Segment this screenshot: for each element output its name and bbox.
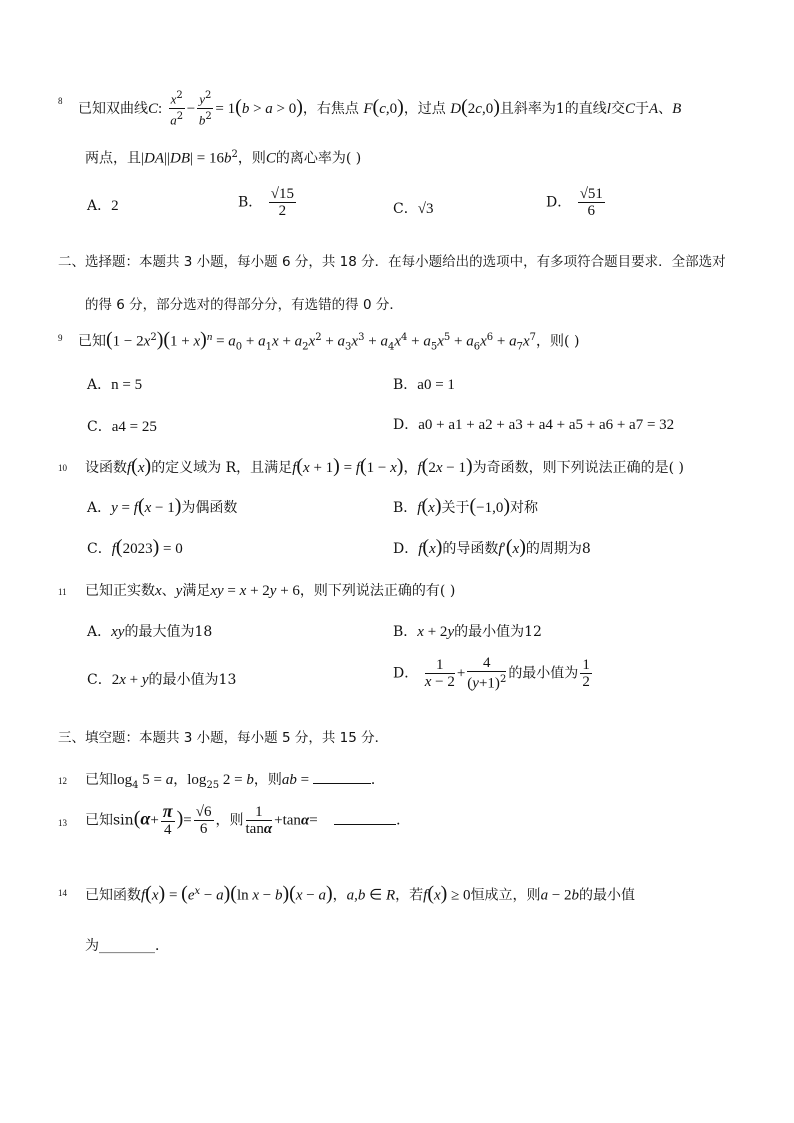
q10-option-c[interactable]: C．f(2023) = 0: [87, 536, 183, 558]
question-number: 8: [58, 96, 63, 106]
q11-option-d[interactable]: D． $\frac{1}{x - 2}$ + $\frac{4}{(y+1)^2}$ 的最小值为 $\frac{1}{2}$: [393, 655, 590, 692]
q8-option-d[interactable]: D． $\frac{√51}{6}$: [546, 186, 603, 219]
question-number: 13: [58, 818, 67, 828]
q9-stem: 已知$(1 - 2x^2)(1 + x)^n = a_0 + a_1x + a_2x^2 + a_3x^3 + a_4x^4 + a_5x^5 + a_6x^6 + a_7x^7$，则( ): [78, 328, 580, 353]
q11-option-c[interactable]: C．2x + y的最小值为13: [87, 672, 237, 688]
q10-stem: 设函数f(x)的定义域为 R，且满足f(x + 1) = f(1 − x)，f(2x − 1)为奇函数，则下列说法正确的是( ): [85, 455, 684, 477]
q8-stem-line1: 已知双曲线C: $\frac{x^2}{a^2}$ − $\frac{y^2}{b^2}$ = 1(b > a > 0)，右焦点 F(c,0)，过点 D(2c,0)且斜率为1的直线l交C于A、B: [78, 90, 682, 128]
section-2-heading-line2: 的得 6 分，部分选对的得部分分，有选错的得 0 分．: [85, 297, 403, 313]
question-number: 10: [58, 463, 67, 473]
q10-option-d[interactable]: D．f(x)的导函数f′(x)的周期为8: [393, 536, 591, 558]
q9-option-c[interactable]: C．a4 = 25: [87, 419, 157, 435]
q11-option-b[interactable]: B．x + 2y的最小值为12: [393, 624, 542, 640]
q9-option-a[interactable]: A．n = 5: [87, 377, 143, 393]
question-number: 9: [58, 333, 63, 343]
q8-option-a[interactable]: A．2: [87, 198, 119, 214]
q12-answer-blank[interactable]: [313, 769, 371, 784]
q8-option-b[interactable]: B． $\frac{√15}{2}$: [238, 186, 294, 219]
q10-option-b[interactable]: B．f(x)关于(−1,0)对称: [393, 495, 539, 517]
q8-frac-y: $\frac{y^2}{b^2}$: [198, 90, 212, 128]
question-number: 12: [58, 776, 67, 786]
q8-frac-x: $\frac{x^2}{a^2}$: [170, 90, 184, 128]
section-3-heading: 三、填空题：本题共 3 小题，每小题 5 分，共 15 分．: [58, 730, 389, 746]
q13-stem: 已知sin(α+ $\frac{\pi}{4}$ )= $\frac{√6}{6}$ ，则 $\frac{1}{\tan\alpha}$ +tanα= ．: [85, 801, 411, 838]
q12-stem: 已知$\log_4 5 = a$，$\log_{25} 2 = b$，则ab = ．: [85, 769, 385, 791]
q8-option-c[interactable]: C．√3: [393, 201, 434, 217]
question-number: 14: [58, 888, 67, 898]
q8-lead: 已知双曲线: [78, 100, 148, 117]
q8-stem-line2: 两点，且$|DA||DB| = 16b^2$，则C的离心率为( ): [85, 149, 362, 167]
q10-option-a[interactable]: A．y = f(x − 1)为偶函数: [87, 495, 238, 517]
section-2-heading: 二、选择题：本题共 3 小题，每小题 6 分，共 18 分．在每小题给出的选项中，有多项符合题目要求．全部选对: [58, 254, 726, 270]
q11-option-a[interactable]: A．xy的最大值为18: [87, 624, 213, 640]
q11-stem: 已知正实数x、y满足xy = x + 2y + 6，则下列说法正确的有( ): [85, 583, 456, 599]
q9-option-d[interactable]: D．a0 + a1 + a2 + a3 + a4 + a5 + a6 + a7 = 32: [393, 417, 675, 433]
q13-answer-blank[interactable]: [334, 810, 396, 825]
q14-stem: 已知函数$f(x) = (e^x - a)(\ln$ x − b)(x − a)，a,b ∈ R，若f(x) ≥ 0恒成立，则a − 2b的最小值: [85, 882, 636, 905]
q9-option-b[interactable]: B．a0 = 1: [393, 377, 455, 393]
q8: [58, 92, 63, 108]
question-number: 11: [58, 587, 67, 597]
q14-stem-line2: 为________．: [85, 938, 169, 954]
